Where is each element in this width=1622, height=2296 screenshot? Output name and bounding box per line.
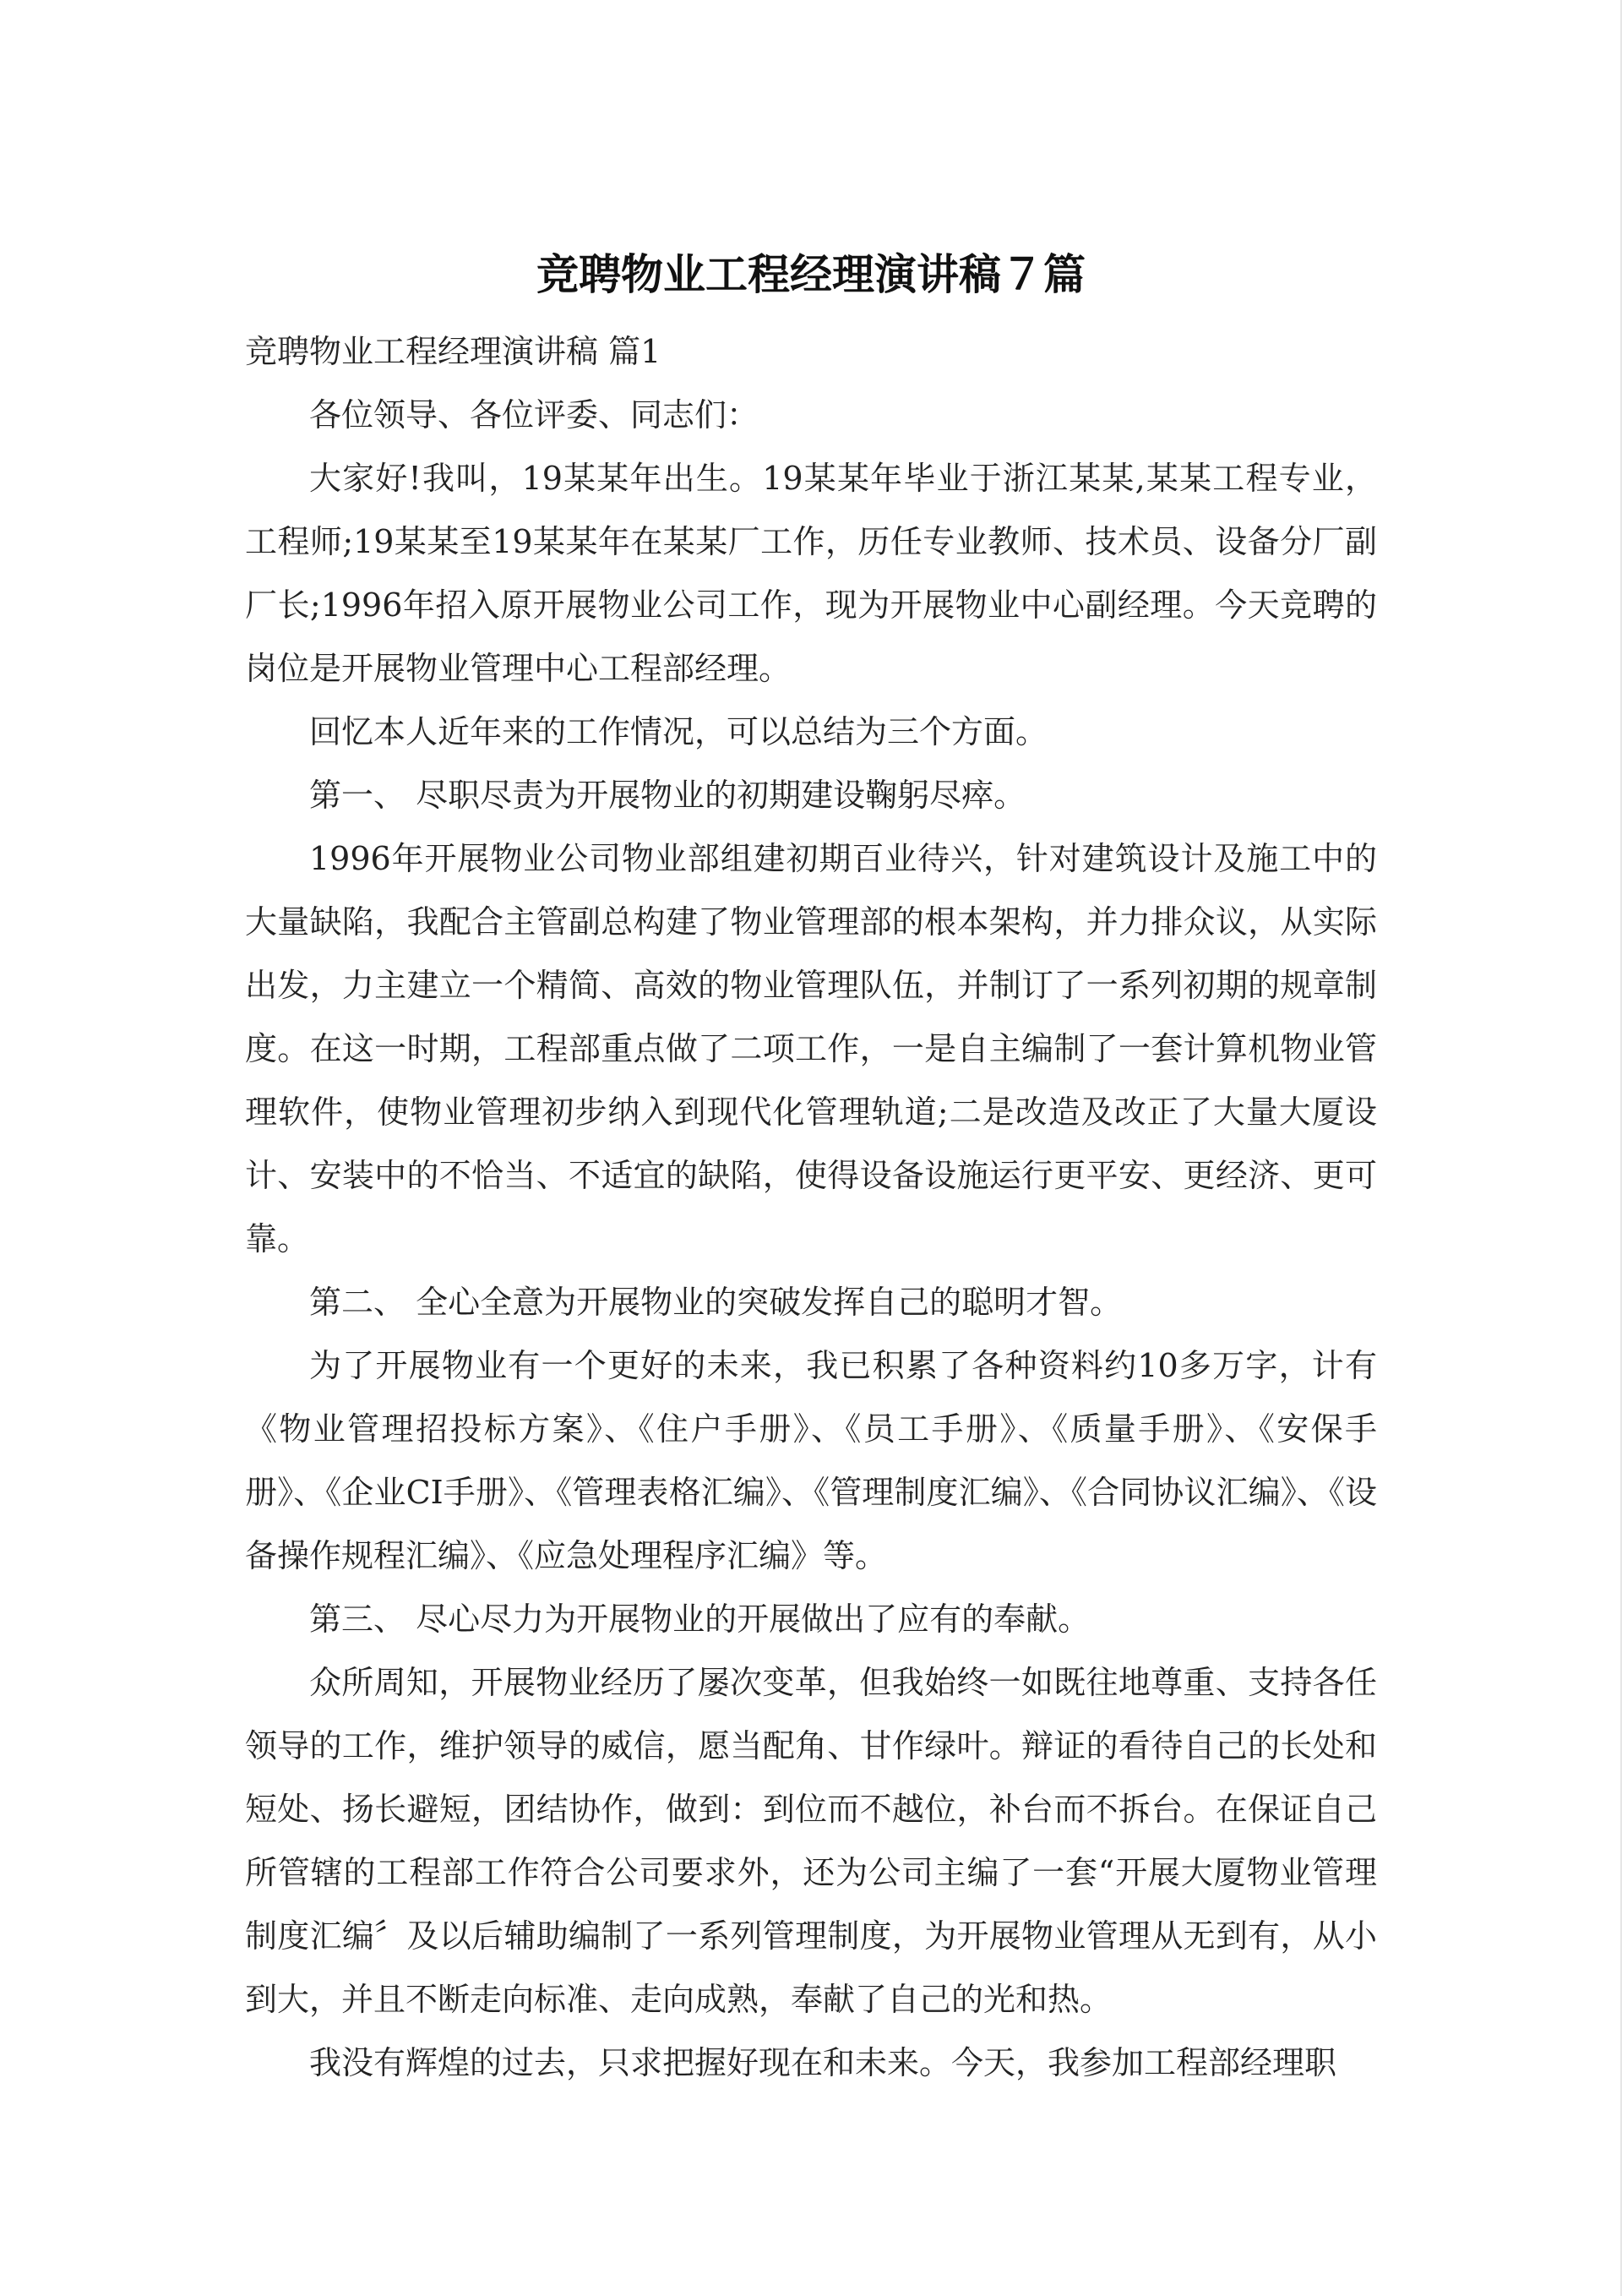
- paragraph-closing: 我没有辉煌的过去，只求把握好现在和未来。今天，我参加工程部经理职: [309, 2044, 1337, 2081]
- document-title: 竞聘物业工程经理演讲稿７篇: [536, 250, 1086, 299]
- paragraph-introduction: 大家好!我叫，19某某年出生。19某某年毕业于浙江某某,某某工程专业，工程师;19某某至19某某年在某某厂工作，历任专业教师、技术员、设备分厂副厂长;1996年招入原开展物业公司工作，现为开展物业中心副经理。今天竞聘的岗位是开展物业管理中心工程部经理。: [245, 460, 1377, 687]
- document-content: [245, 241, 1377, 2095]
- paragraph-point-three-heading: 第三、 尽心尽力为开展物业的开展做出了应有的奉献。: [309, 1601, 1091, 1638]
- paragraph-summary: 回忆本人近年来的工作情况，可以总结为三个方面。: [309, 713, 1048, 750]
- paragraph-point-one-body: 1996年开展物业公司物业部组建初期百业待兴，针对建筑设计及施工中的大量缺陷，我配合主管副总构建了物业管理部的根本架构，并力排众议，从实际出发，力主建立一个精简、高效的物业管理队伍，并制订了一系列初期的规章制度。在这一时期，工程部重点做了二项工作，一是自主编制了一套计算机物业管理软件，使物业管理初步纳入到现代化管理轨道;二是改造及改正了大量大厦设计、安装中的不恰当、不适宜的缺陷，使得设备设施运行更平安、更经济、更可靠。: [245, 840, 1377, 1257]
- section-heading: 竞聘物业工程经理演讲稿 篇1: [245, 333, 661, 370]
- paragraph-point-one-heading: 第一、 尽职尽责为开展物业的初期建设鞠躬尽瘁。: [309, 777, 1026, 814]
- paragraph-point-two-body: 为了开展物业有一个更好的未来，我已积累了各种资料约10多万字，计有《物业管理招投标方案》、《住户手册》、《员工手册》、《质量手册》、《安保手册》、《企业CI手册》、《管理表格汇编》、《管理制度汇编》、《合同协议汇编》、《设备操作规程汇编》、《应急处理程序汇编》等。: [245, 1347, 1377, 1574]
- paragraph-point-three-body: 众所周知，开展物业经历了屡次变革，但我始终一如既往地尊重、支持各任领导的工作，维护领导的威信，愿当配角、甘作绿叶。辩证的看待自己的长处和短处、扬长避短，团结协作，做到：到位而不越位，补台而不拆台。在保证自己所管辖的工程部工作符合公司要求外，还为公司主编了一套“开展大厦物业管理制度汇编〞及以后辅助编制了一系列管理制度，为开展物业管理从无到有，从小到大，并且不断走向标准、走向成熟，奉献了自己的光和热。: [245, 1664, 1377, 2018]
- paragraph-point-two-heading: 第二、 全心全意为开展物业的突破发挥自己的聪明才智。: [309, 1284, 1123, 1321]
- paragraph-salutation: 各位领导、各位评委、同志们：: [309, 396, 759, 434]
